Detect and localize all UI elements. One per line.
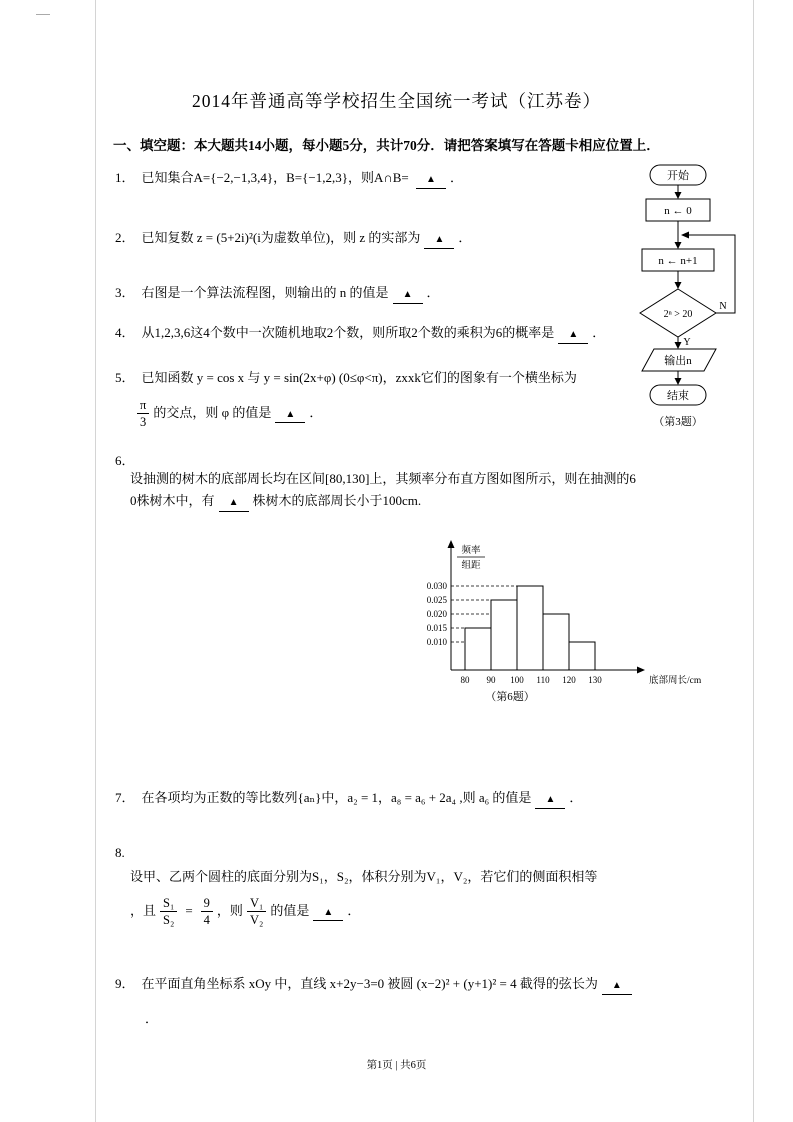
answer-blank-8: ▲ — [313, 907, 343, 922]
question-4 — [115, 322, 605, 344]
question-1-tail: ． — [449, 170, 463, 185]
question-5-line2 — [133, 398, 322, 430]
question-6-number-label: 6． — [115, 453, 135, 468]
histogram-bar — [517, 586, 543, 670]
question-2-text: 已知复数 z = (5+2i)²(i为虚数单位)，则 z 的实部为 — [141, 230, 421, 245]
flowchart-no-label: N — [719, 301, 727, 312]
histogram — [405, 520, 735, 715]
fraction-v1-v2 — [247, 896, 266, 928]
histogram-bar — [465, 628, 491, 670]
flowchart-yes-label: Y — [683, 337, 691, 348]
fraction-numerator: 9 — [201, 896, 213, 912]
fraction-denominator: V₂ — [249, 913, 264, 928]
corner-crop-mark — [36, 14, 50, 15]
question-7-text: 在各项均为正数的等比数列{aₙ}中，a₂ = 1，a₈ = a₆ + 2a₄ ,则 a₆ 的值是 — [141, 790, 532, 805]
question-6-text — [130, 468, 696, 512]
page-title: 2014年普通高等学校招生全国统一考试（江苏卷） — [192, 91, 601, 111]
fraction-denominator: 4 — [203, 913, 210, 928]
question-3-number: 3． — [115, 285, 135, 300]
question-8-text-line1: 设甲、乙两个圆柱的底面分别为S₁，S₂，体积分别为V₁，V₂，若它们的侧面积相等 — [130, 869, 598, 884]
question-4-text: 从1,2,3,6这4个数中一次随机地取2个数，则所取2个数的乘积为6的概率是 — [141, 325, 555, 340]
question-5-number: 5． — [115, 370, 135, 385]
answer-blank-5: ▲ — [275, 409, 305, 424]
flowchart-output-label: 输出n — [664, 355, 692, 367]
y-tick-label: 0.015 — [426, 623, 447, 633]
section-header: 一、填空题：本大题共14小题，每小题5分，共计70分．请把答案填写在答题卡相应位置上． — [113, 138, 660, 153]
histogram-bar — [569, 642, 595, 670]
answer-blank-9: ▲ — [602, 980, 632, 995]
fraction-s1-s2 — [160, 896, 177, 928]
question-7-tail: ． — [569, 790, 583, 805]
question-6-line2-post: 株树木的底部周长小于100cm. — [252, 493, 422, 508]
question-2 — [115, 227, 471, 249]
y-tick-label: 0.030 — [426, 581, 447, 591]
x-tick-label: 90 — [486, 675, 496, 685]
question-7-number: 7． — [115, 790, 135, 805]
question-1-text: 已知集合A={−2,−1,3,4}，B={−1,2,3}，则A∩B= — [141, 170, 412, 185]
x-axis-arrow — [637, 667, 645, 674]
histogram-caption: （第6题） — [485, 691, 535, 703]
flowchart-caption: （第3题） — [653, 416, 703, 428]
y-tick-label: 0.025 — [426, 595, 447, 605]
fraction-denominator: 3 — [140, 415, 147, 430]
y-tick-label: 0.010 — [426, 637, 447, 647]
x-tick-label: 100 — [510, 675, 524, 685]
fraction-pi-3 — [137, 398, 149, 430]
question-8-mid: ，则 — [216, 902, 243, 918]
histogram-bar — [543, 614, 569, 670]
question-5-text-line2: 的交点，则 φ 的值是 — [153, 404, 272, 420]
answer-blank-3: ▲ — [393, 289, 423, 304]
question-9-period: ． — [145, 1011, 159, 1026]
y-axis-arrow — [448, 540, 455, 548]
histogram-figure — [405, 520, 735, 715]
x-axis-title: 底部周长/cm — [649, 676, 702, 686]
question-3-tail: ． — [426, 285, 440, 300]
question-3-text: 右图是一个算法流程图，则输出的 n 的值是 — [141, 285, 389, 300]
answer-blank-6: ▲ — [219, 497, 249, 512]
answer-blank-2: ▲ — [424, 234, 454, 249]
flowchart-increment-label: n ← n+1 — [658, 255, 698, 267]
question-9-tail — [145, 1008, 158, 1030]
equals-sign: = — [185, 902, 193, 918]
question-2-number: 2． — [115, 230, 135, 245]
fraction-numerator: S₁ — [160, 896, 177, 912]
question-8-number-label: 8. — [115, 845, 125, 860]
question-2-tail: ． — [458, 230, 472, 245]
flowchart-figure — [618, 163, 758, 433]
question-9 — [115, 973, 636, 995]
histogram-bar — [491, 600, 517, 670]
left-margin-guide — [95, 0, 96, 1122]
fraction-numerator: V₁ — [247, 896, 266, 912]
flowchart-start-label: 开始 — [667, 170, 689, 182]
answer-blank-7: ▲ — [535, 794, 565, 809]
answer-blank-4: ▲ — [558, 329, 588, 344]
x-tick-label: 110 — [536, 675, 550, 685]
question-4-tail: ． — [592, 325, 606, 340]
flowchart-init-label: n ← 0 — [664, 205, 692, 217]
question-8-post: 的值是 — [270, 902, 310, 918]
flowchart-condition-label: 2ⁿ > 20 — [663, 309, 693, 320]
y-axis-title-numerator: 频率 — [461, 546, 481, 556]
question-8-line2 — [130, 896, 360, 928]
question-6-line1: 设抽测的树木的底部周长均在区间[80,130]上，其频率分布直方图如图所示，则在抽测的6 — [130, 471, 636, 486]
answer-blank-1: ▲ — [416, 174, 446, 189]
question-9-text: 在平面直角坐标系 xOy 中，直线 x+2y−3=0 被圆 (x−2)² + (y+1)² = 4 截得的弦长为 — [141, 976, 598, 991]
fraction-9-4 — [201, 896, 213, 928]
x-tick-label: 130 — [588, 675, 602, 685]
x-tick-label: 120 — [562, 675, 576, 685]
question-6-line2-pre: 0株树木中，有 — [130, 493, 215, 508]
y-axis-title-denominator: 组距 — [461, 561, 481, 571]
question-5-tail: ． — [309, 404, 323, 420]
question-3 — [115, 282, 440, 304]
question-8-line1 — [130, 866, 597, 888]
fraction-denominator: S₂ — [163, 913, 175, 928]
question-8-tail: ． — [347, 902, 361, 918]
fraction-numerator: π — [137, 398, 149, 414]
y-tick-label: 0.020 — [426, 609, 447, 619]
question-1-number: 1． — [115, 170, 135, 185]
flowchart-end-label: 结束 — [667, 390, 689, 402]
question-5-text-line1: 已知函数 y = cos x 与 y = sin(2x+φ) (0≤φ<π)，zxxk它们的图象有一个横坐标为 — [141, 370, 577, 385]
question-7 — [115, 787, 582, 809]
question-9-number: 9． — [115, 976, 135, 991]
question-8-number — [115, 842, 125, 864]
question-8-pre: ，且 — [130, 902, 157, 918]
x-tick-label: 80 — [460, 675, 470, 685]
page-footer: 第1页 | 共6页 — [366, 1060, 427, 1071]
question-4-number: 4． — [115, 325, 135, 340]
question-5-line1 — [115, 367, 577, 389]
flowchart — [618, 163, 758, 433]
question-1 — [115, 167, 463, 189]
